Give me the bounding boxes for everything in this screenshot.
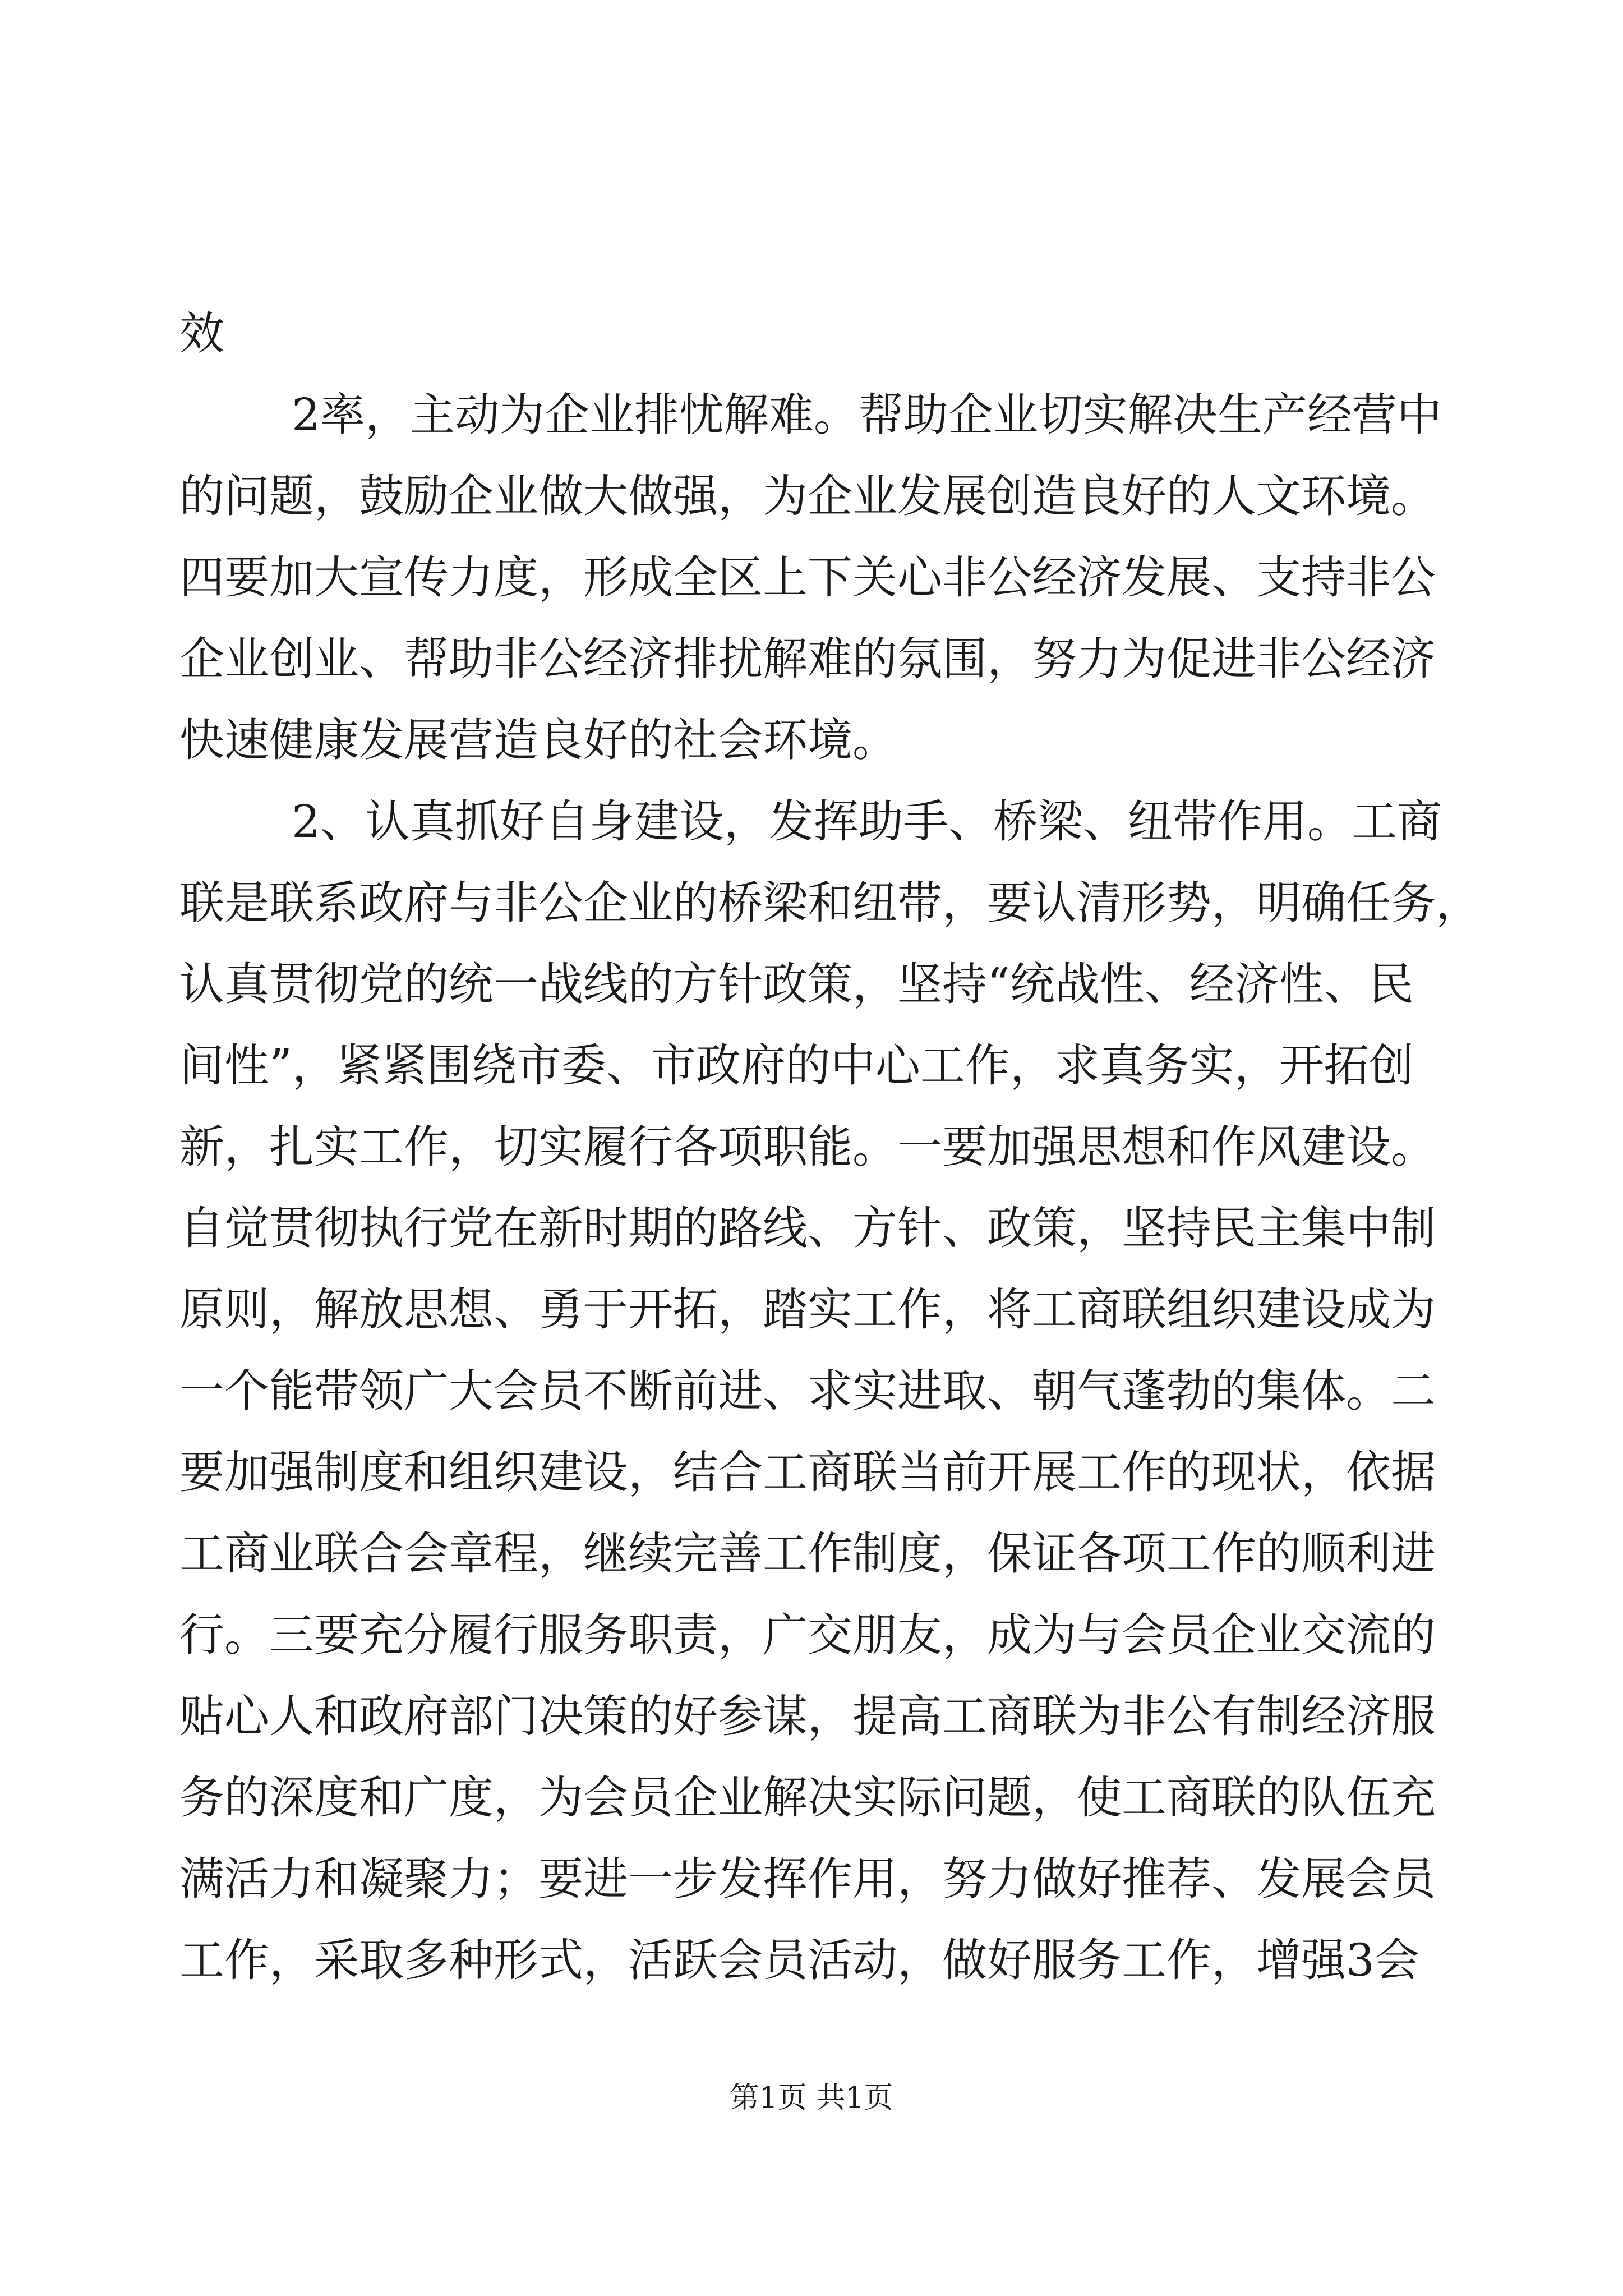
text-line: 认真贯彻党的统一战线的方针政策，坚持“统战性、经济性、民 [179, 958, 1414, 1010]
text-line: 企业创业、帮助非公经济排扰解难的氛围，努力为促进非公经济 [179, 633, 1436, 685]
text-line: 间性”，紧紧围绕市委、市政府的中心工作，求真务实，开拓创 [179, 1039, 1414, 1092]
text-line: 务的深度和广度，为会员企业解决实际问题，使工商联的队伍充 [179, 1772, 1436, 1824]
page-number-footer: 第1页 共1页 [730, 2081, 893, 2115]
text-line: 行。三要充分履行服务职责，广交朋友，成为与会员企业交流的 [179, 1609, 1436, 1661]
text-line: 贴心人和政府部门决策的好参谋，提高工商联为非公有制经济服 [179, 1690, 1436, 1742]
text-line: 满活力和凝聚力；要进一步发挥作用，努力做好推荐、发展会员 [179, 1853, 1436, 1905]
text-line: 原则，解放思想、勇于开拓，踏实工作，将工商联组织建设成为 [179, 1283, 1436, 1336]
text-line: 2、认真抓好自身建设，发挥助手、桥梁、纽带作用。工商 [292, 795, 1442, 848]
text-line: 工作，采取多种形式，活跃会员活动，做好服务工作，增强3会 [179, 1934, 1419, 1986]
text-line: 新，扎实工作，切实履行各项职能。一要加强思想和作风建设。 [179, 1121, 1436, 1173]
text-line: 四要加大宣传力度，形成全区上下关心非公经济发展、支持非公 [179, 551, 1436, 604]
text-line: 要加强制度和组织建设，结合工商联当前开展工作的现状，依据 [179, 1446, 1436, 1498]
text-line: 的问题，鼓励企业做大做强，为企业发展创造良好的人文环境。 [179, 470, 1436, 522]
text-line: 2率，主动为企业排忧解难。帮助企业切实解决生产经营中 [292, 389, 1442, 441]
text-line: 联是联系政府与非公企业的桥梁和纽带，要认清形势，明确任务， [179, 877, 1481, 929]
text-line: 一个能带领广大会员不断前进、求实进取、朝气蓬勃的集体。二 [179, 1365, 1436, 1417]
text-line: 快速健康发展营造良好的社会环境。 [179, 714, 897, 766]
text-line: 自觉贯彻执行党在新时期的路线、方针、政策，坚持民主集中制 [179, 1202, 1436, 1254]
text-line: 效 [179, 307, 224, 360]
text-line: 工商业联合会章程，继续完善工作制度，保证各项工作的顺利进 [179, 1527, 1436, 1580]
